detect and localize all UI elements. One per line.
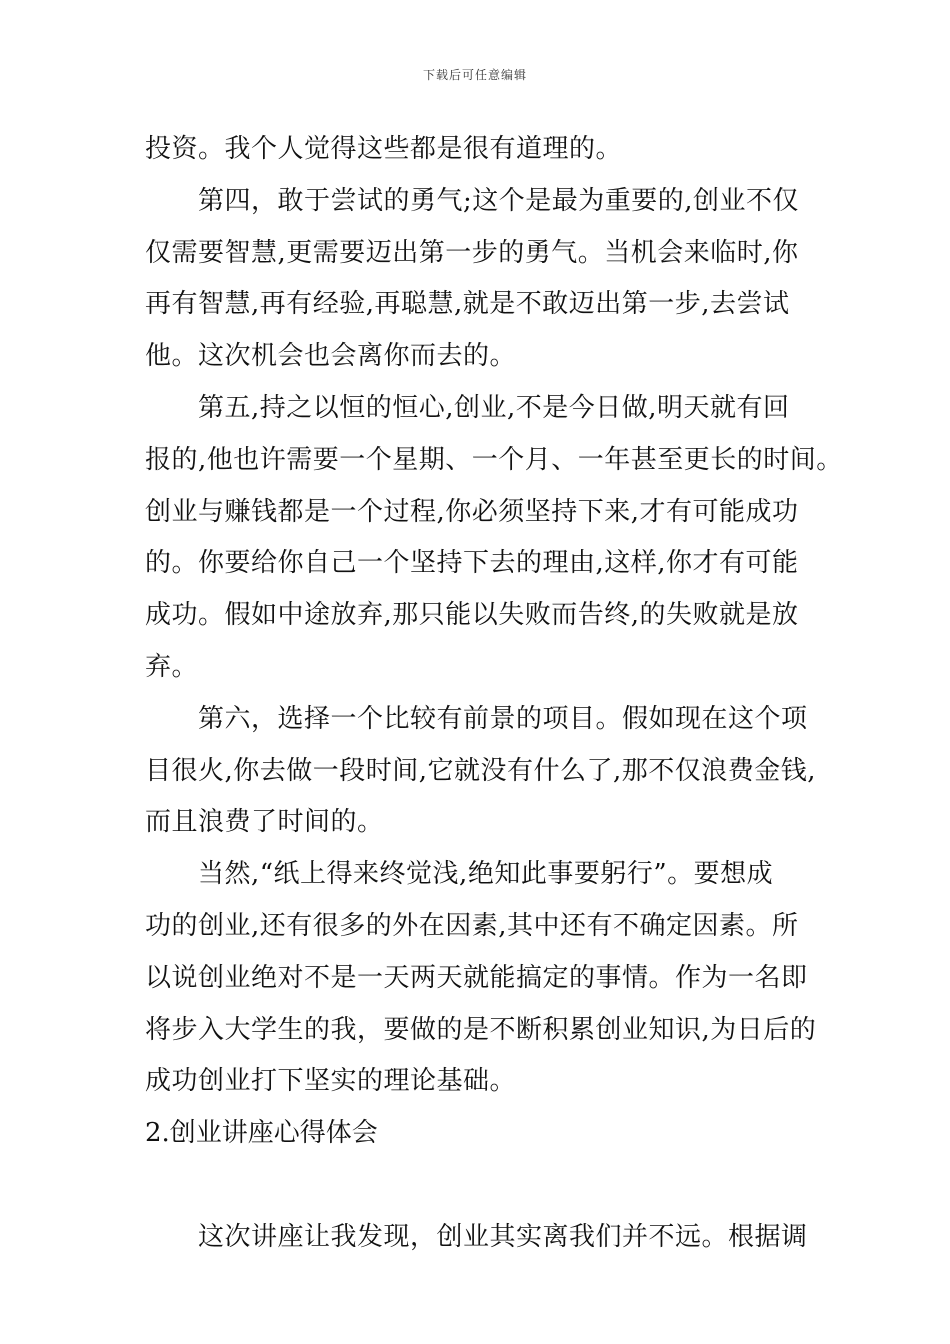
- page-header: 下载后可任意编辑: [422, 68, 527, 82]
- text-line: 成功创业打下坚实的理论基础。: [145, 1066, 517, 1097]
- blank-spacer: [145, 1160, 815, 1212]
- text-line: 将步入大学生的我，要做的是不断积累创业知识,为日后的: [145, 1014, 817, 1045]
- text-line: 投资。我个人觉得这些都是很有道理的。: [145, 134, 623, 164]
- text-line: 以说创业绝对不是一天两天就能搞定的事情。作为一名即: [145, 962, 808, 993]
- text-line: 成功。假如中途放弃,那只能以失败而告终,的失败就是放: [145, 600, 799, 631]
- section-heading: 2.创业讲座心得体会: [145, 1118, 378, 1149]
- text-line: 创业与赚钱都是一个过程,你必须坚持下来,才有可能成功: [145, 496, 799, 527]
- paragraph-start-line: 当然,“纸上得来终觉浅,绝知此事要躬行”。要想成: [198, 859, 774, 890]
- paragraph-start-line: 第四，敢于尝试的勇气;这个是最为重要的,创业不仅: [198, 185, 800, 216]
- document-body: [145, 124, 843, 1264]
- text-line: 目很火,你去做一段时间,它就没有什么了,那不仅浪费金钱,: [145, 755, 817, 786]
- text-line: 再有智慧,再有经验,再聪慧,就是不敢迈出第一步,去尝试: [145, 289, 790, 320]
- text-line: 的。你要给你自己一个坚持下去的理由,这样,你才有可能: [145, 548, 799, 579]
- text-line: 他。这次机会也会离你而去的。: [145, 341, 517, 372]
- text-line: 而且浪费了时间的。: [145, 807, 384, 838]
- text-line: 弃。: [145, 651, 199, 682]
- paragraph-start-line: 第六，选择一个比较有前景的项目。假如现在这个项: [198, 703, 808, 734]
- paragraph-start-line: 这次讲座让我发现，创业其实离我们并不远。根据调: [198, 1221, 808, 1252]
- text-line: 报的,他也许需要一个星期、一个月、一年甚至更长的时间。: [145, 444, 843, 475]
- text-line: 仅需要智慧,更需要迈出第一步的勇气。当机会来临时,你: [145, 237, 799, 268]
- text-line: 功的创业,还有很多的外在因素,其中还有不确定因素。所: [145, 910, 799, 941]
- paragraph-start-line: 第五,持之以恒的恒心,创业,不是今日做,明天就有回: [198, 392, 790, 423]
